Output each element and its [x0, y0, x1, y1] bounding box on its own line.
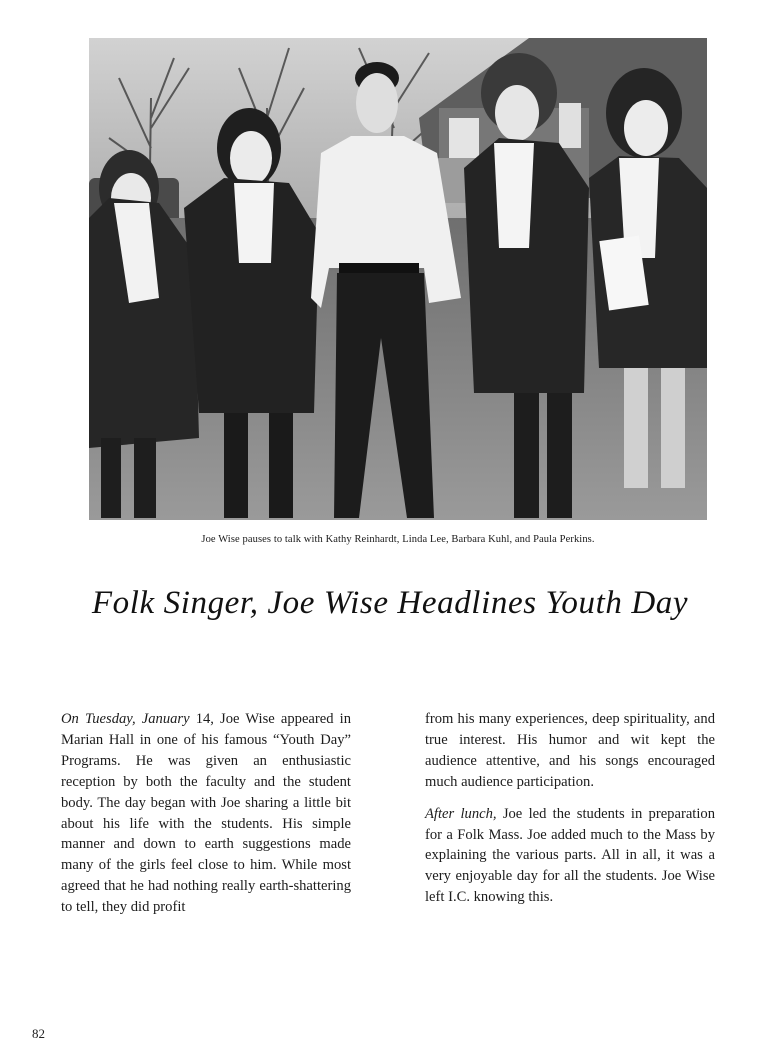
page-number: 82: [32, 1026, 45, 1041]
group-photo: [89, 38, 707, 520]
paragraph-body: Joe led the students in preparation for a Folk Mass. Joe added much to the Mass by explaining the various parts. All in all, it was a very enjoyable day for all the students. Joe Wise left I.C. knowing this.: [425, 805, 716, 906]
article-paragraph-continued: from his many experiences, deep spirituality, and true interest. His humor and wit kept the audience attentive, and his songs encouraged much audience participation.: [425, 711, 715, 790]
article-paragraph-1: [61, 709, 351, 918]
paragraph-lead-italic: On Tuesday, January: [61, 711, 190, 727]
article-headline: Folk Singer, Joe Wise Headlines Youth Day: [91, 585, 689, 621]
article-paragraph-2: [425, 804, 715, 909]
article-left-column: [61, 709, 351, 918]
paragraph-lead-italic: After lunch,: [425, 805, 497, 822]
article-right-column: [425, 709, 715, 908]
photo-caption: Joe Wise pauses to talk with Kathy Reinhardt, Linda Lee, Barbara Kuhl, and Paula Perkins.: [201, 534, 595, 545]
paragraph-body: 14, Joe Wise appeared in Marian Hall in one of his famous “Youth Day” Programs. He was given an enthusiastic reception by both the faculty and the student body. The day began with Joe sharing a little bit about his life with the students. His simple manner and down to earth suggestions made many of the girls feel close to him. While most agreed that he had nothing really earth-shattering to tell, they did profit: [61, 711, 351, 916]
